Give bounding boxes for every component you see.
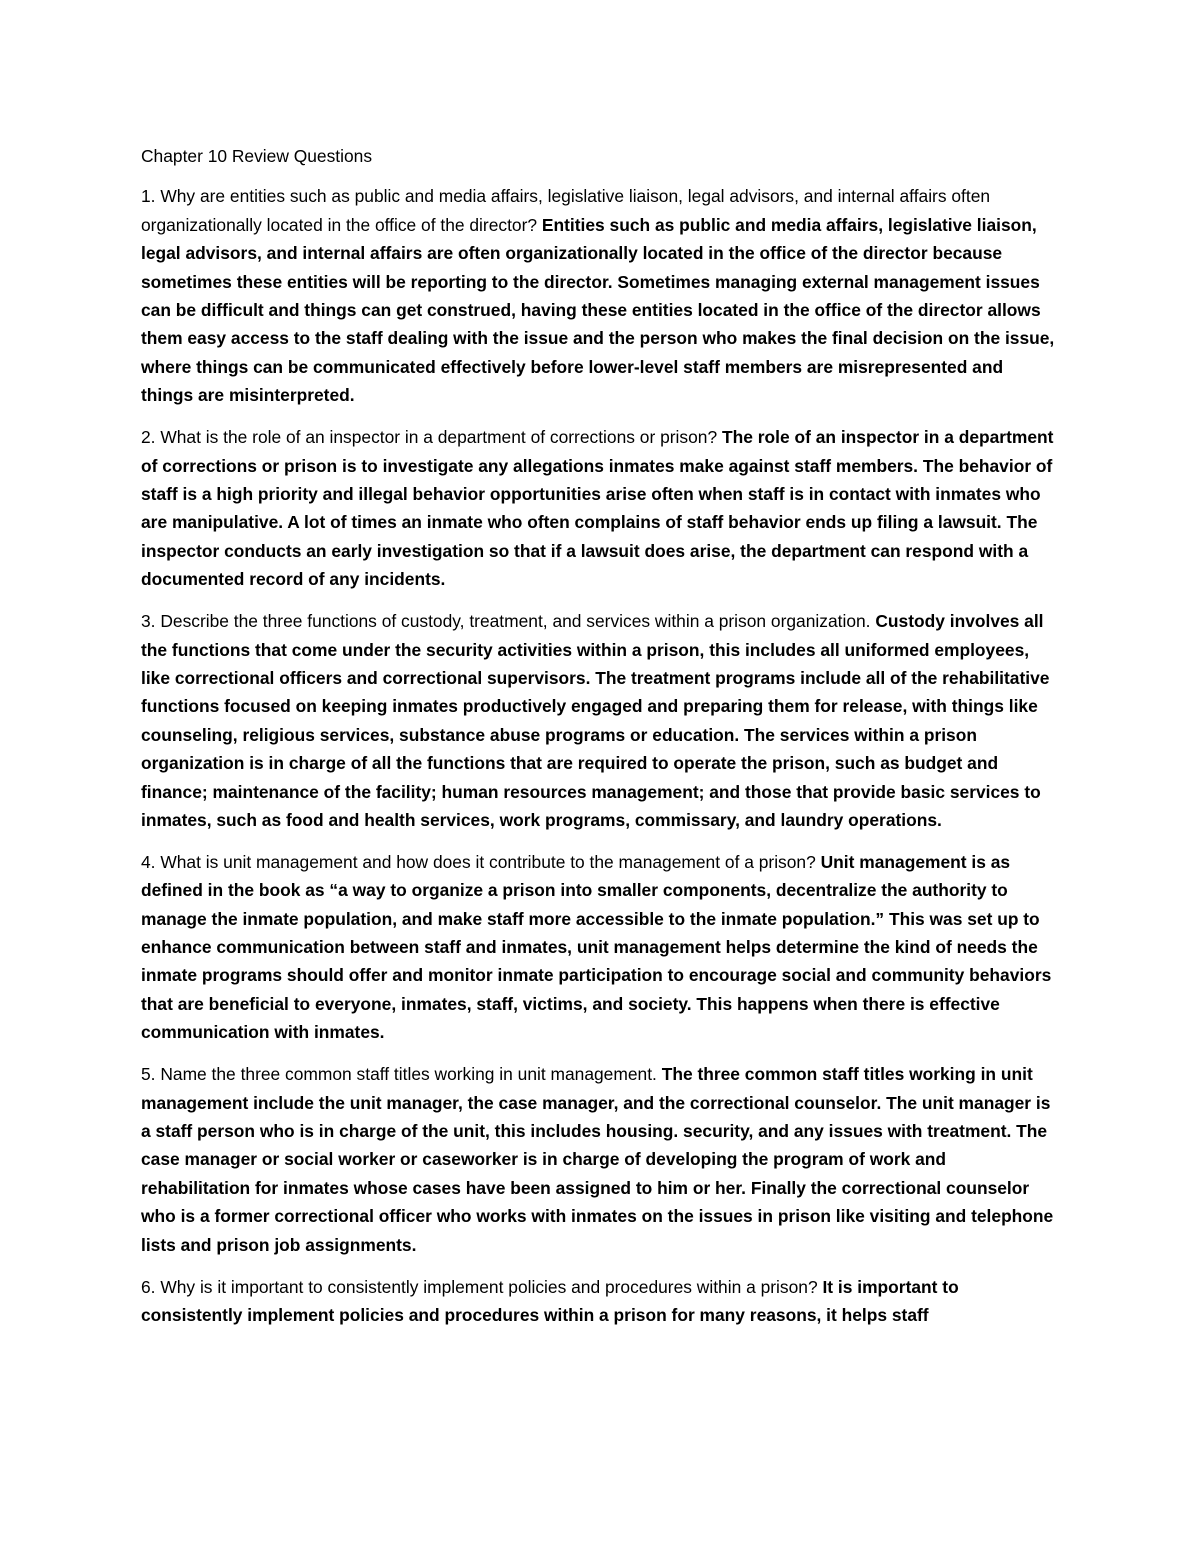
answer-1: Entities such as public and media affairs, legislative liaison, legal advisors, and internal affairs are often organizationally located in the office of the director because sometimes these entities will be reporting to the director. Sometimes managing external management issues can be difficult and things can get construed, having these entities located in the office of the director allows them easy access to the staff dealing with the issue and the person who makes the final decision on the issue, where things can be communicated effectively before lower-level staff members are misrepresented and things are misinterpreted.	[141, 214, 1055, 406]
question-3: 3. Describe the three functions of custody, treatment, and services within a prison organization.	[141, 611, 871, 632]
qa-item-5	[141, 1060, 1056, 1259]
question-6: 6. Why is it important to consistently implement policies and procedures within a prison?	[141, 1276, 818, 1297]
answer-2: The role of an inspector in a department of corrections or prison is to investigate any allegations inmates make against staff members. The behavior of staff is a high priority and illegal behavior opportunities arise often when staff is in contact with inmates who are manipulative. A lot of times an inmate who often complains of staff behavior ends up filing a lawsuit. The inspector conducts an early investigation so that if a lawsuit does arise, the department can respond with a documented record of any incidents.	[141, 427, 1054, 590]
answer-6: It is important to consistently implement policies and procedures within a prison for many reasons, it helps staff	[141, 1276, 959, 1325]
document-page	[141, 142, 1056, 1343]
question-2: 2. What is the role of an inspector in a department of corrections or prison?	[141, 427, 718, 448]
answer-5: The three common staff titles working in unit management include the unit manager, the case manager, and the correctional counselor. The unit manager is a staff person who is in charge of the unit, this includes housing. security, and any issues with treatment. The case manager or social worker or caseworker is in charge of developing the program of work and rehabilitation for inmates whose cases have been assigned to him or her. Finally the correctional counselor who is a former correctional officer who works with inmates on the issues in prison like visiting and telephone lists and prison job assignments.	[141, 1064, 1054, 1255]
qa-item-6	[141, 1273, 1056, 1330]
qa-item-3	[141, 607, 1056, 834]
question-1: 1. Why are entities such as public and media affairs, legislative liaison, legal advisors, and internal affairs often organizationally located in the office of the director?	[141, 186, 991, 235]
answer-3: Custody involves all the functions that come under the security activities within a prison, this includes all uniformed employees, like correctional officers and correctional supervisors. The treatment programs include all of the rehabilitative functions focused on keeping inmates productively engaged and preparing them for release, with things like counseling, religious services, substance abuse programs or education. The services within a prison organization is in charge of all the functions that are required to operate the prison, such as budget and finance; maintenance of the facility; human resources management; and those that provide basic services to inmates, such as food and health services, work programs, commissary, and laundry operations.	[141, 611, 1050, 830]
answer-4: Unit management is as defined in the book as “a way to organize a prison into smaller components, decentralize the authority to manage the inmate population, and make staff more accessible to the inmate population.” This was set up to enhance communication between staff and inmates, unit management helps determine the kind of needs the inmate programs should offer and monitor inmate participation to encourage social and community behaviors that are beneficial to everyone, inmates, staff, victims, and society. This happens when there is effective communication with inmates.	[141, 851, 1052, 1043]
question-4: 4. What is unit management and how does it contribute to the management of a prison?	[141, 851, 816, 872]
qa-item-4	[141, 848, 1056, 1047]
document-title: Chapter 10 Review Questions	[141, 146, 373, 166]
question-5: 5. Name the three common staff titles working in unit management.	[141, 1064, 657, 1085]
qa-item-1	[141, 182, 1056, 409]
qa-item-2	[141, 423, 1056, 593]
